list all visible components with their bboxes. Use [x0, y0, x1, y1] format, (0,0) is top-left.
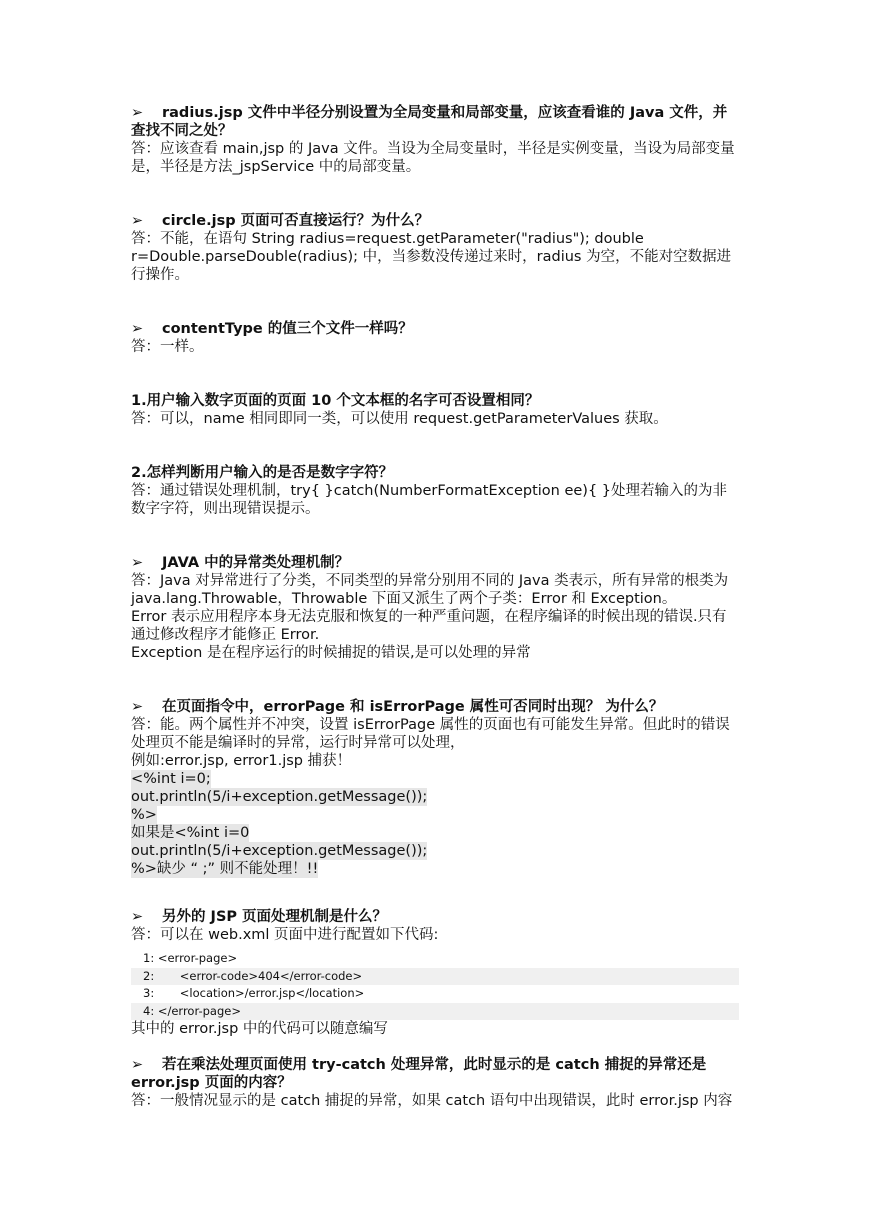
question-text: contentType 的值三个文件一样吗？ — [162, 321, 413, 337]
qa-section — [131, 908, 739, 1038]
question-text: 在页面指令中，errorPage 和 isErrorPage 属性可否同时出现？ 为什么？ — [162, 699, 664, 715]
answer-text: 答：不能，在语句 String radius=request.getParameter("radius"); double r=Double.parseDouble(radius); 中，当参数没传递过来时，radius 为空，不能对空数据进行操作。 — [131, 231, 732, 283]
question-heading — [131, 104, 739, 140]
question-heading — [131, 698, 739, 716]
answer-text: 答：能。两个属性并不冲突，设置 isErrorPage 属性的页面也有可能发生异常。但此时的错误处理页不能是编译时的异常，运行时异常可以处理， — [131, 717, 730, 751]
code-line: 1: <error-page> — [143, 951, 238, 965]
answer-text: 答：通过错误处理机制，try{ }catch(NumberFormatException ee){ }处理若输入的为非数字字符，则出现错误提示。 — [131, 483, 728, 517]
question-heading — [131, 320, 739, 338]
document-page — [131, 104, 739, 1110]
answer-text: 答：可以，name 相同即同一类，可以使用 request.getParameterValues 获取。 — [131, 411, 668, 427]
question-text: circle.jsp 页面可否直接运行？为什么？ — [162, 213, 430, 229]
question-heading — [131, 1056, 739, 1092]
arrow-bullet-icon: ➢ — [131, 699, 144, 715]
code-snippet-line: out.println(5/i+exception.getMessage()); — [131, 843, 428, 859]
question-text: JAVA 中的异常类处理机制？ — [162, 555, 350, 571]
answer-text: 答：可以在 web.xml 页面中进行配置如下代码: — [131, 927, 439, 943]
qa-section — [131, 1056, 739, 1110]
answer-text: 答：一样。 — [131, 339, 204, 355]
code-snippet-line: <%int i=0; — [131, 771, 211, 787]
answer-text: Exception 是在程序运行的时候捕捉的错误,是可以处理的异常 — [131, 645, 531, 661]
arrow-bullet-icon: ➢ — [131, 555, 144, 571]
code-snippet-line: 如果是<%int i=0 — [131, 825, 250, 841]
question-heading: 2.怎样判断用户输入的是否是数字字符？ — [131, 465, 394, 481]
answer-text: 答：一般情况显示的是 catch 捕捉的异常，如果 catch 语句中出现错误，此时 error.jsp 内容 — [131, 1093, 733, 1109]
code-block — [131, 950, 739, 1020]
question-heading: 1.用户输入数字页面的页面 10 个文本框的名字可否设置相同？ — [131, 393, 540, 409]
question-heading — [131, 554, 739, 572]
question-heading — [131, 212, 739, 230]
arrow-bullet-icon: ➢ — [131, 213, 144, 229]
answer-text: 答：应该查看 main,jsp 的 Java 文件。当设为全局变量时，半径是实例变量，当设为局部变量是，半径是方法_jspService 中的局部变量。 — [131, 141, 735, 175]
answer-text: Error 表示应用程序本身无法克服和恢复的一种严重问题，在程序编译的时候出现的错误.只有通过修改程序才能修正 Error. — [131, 609, 727, 643]
answer-text: 其中的 error.jsp 中的代码可以随意编写 — [131, 1021, 388, 1037]
arrow-bullet-icon: ➢ — [131, 321, 144, 337]
arrow-bullet-icon: ➢ — [131, 105, 144, 121]
answer-text: 答：Java 对异常进行了分类，不同类型的异常分别用不同的 Java 类表示，所有异常的根类为 java.lang.Throwable，Throwable 下面又派生了两个子类：Error 和 Exception。 — [131, 573, 729, 607]
code-line: 4: </error-page> — [131, 1003, 739, 1021]
code-line: 2: <error-code>404</error-code> — [131, 968, 739, 986]
arrow-bullet-icon: ➢ — [131, 909, 144, 925]
arrow-bullet-icon: ➢ — [131, 1057, 144, 1073]
qa-section — [131, 464, 739, 518]
code-snippet-line: out.println(5/i+exception.getMessage()); — [131, 789, 428, 805]
question-text: 若在乘法处理页面使用 try-catch 处理异常，此时显示的是 catch 捕捉的异常还是 error.jsp 页面的内容？ — [131, 1057, 707, 1091]
code-snippet-line: %> — [131, 807, 157, 823]
qa-section — [131, 392, 739, 428]
code-snippet-line: %>缺少 “ ;” 则不能处理！!! — [131, 861, 319, 877]
qa-section — [131, 104, 739, 176]
question-heading — [131, 908, 739, 926]
qa-section — [131, 554, 739, 662]
code-line: 3: <location>/error.jsp</location> — [143, 986, 365, 1000]
answer-text: 例如:error.jsp, error1.jsp 捕获！ — [131, 753, 352, 769]
qa-section — [131, 320, 739, 356]
qa-section — [131, 698, 739, 878]
question-text: 另外的 JSP 页面处理机制是什么？ — [162, 909, 388, 925]
qa-section — [131, 212, 739, 284]
question-text: radius.jsp 文件中半径分别设置为全局变量和局部变量，应该查看谁的 Java 文件，并查找不同之处？ — [131, 105, 728, 139]
